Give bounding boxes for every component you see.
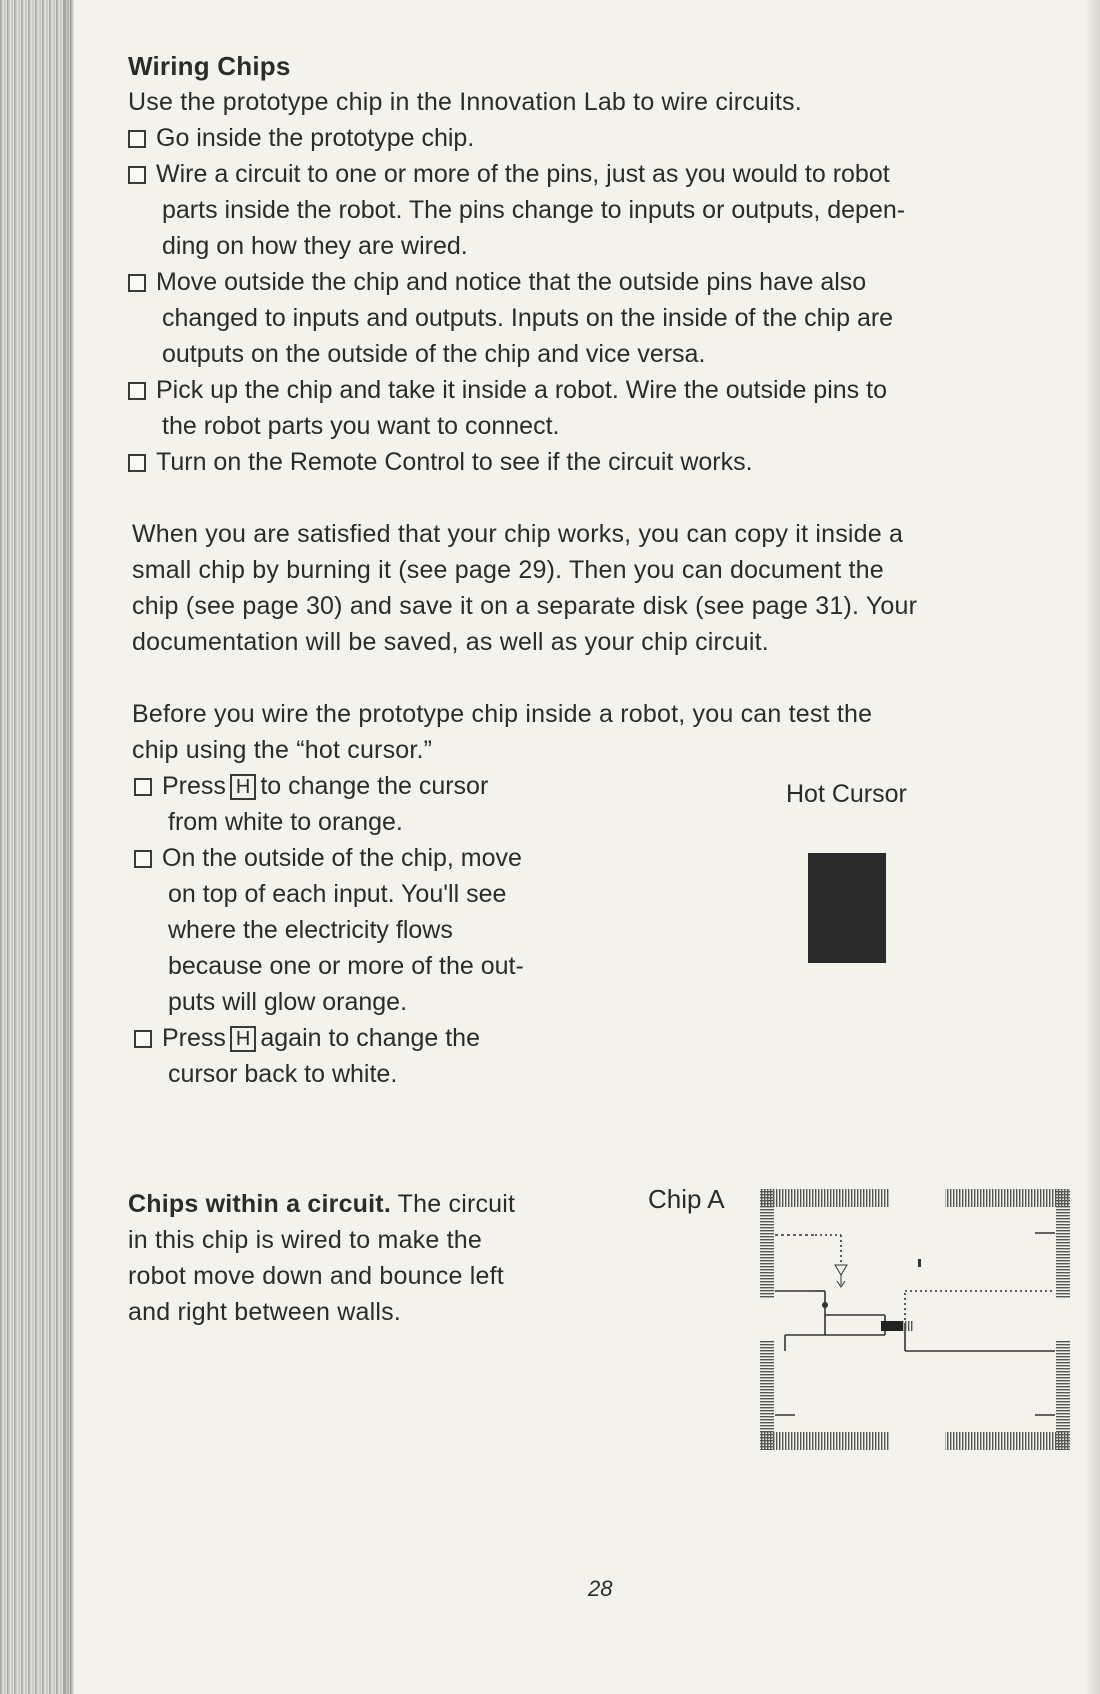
checkbox[interactable]: [134, 778, 152, 796]
step-item: Wire a circuit to one or more of the pins, just as you would to robot parts inside the robot. The pins change to inputs or outputs, depen- ding on how they are wired.: [128, 156, 905, 264]
checkbox[interactable]: [128, 454, 146, 472]
checkbox[interactable]: [134, 1030, 152, 1048]
step-item: Move outside the chip and notice that the outside pins have also changed to inputs and outputs. Inputs on the inside of the chip are outputs on the outside of the chip and vice versa.: [128, 264, 893, 372]
hot-cursor-intro: Before you wire the prototype chip inside a robot, you can test the chip using the “hot cursor.”: [132, 700, 873, 764]
checkbox[interactable]: [128, 382, 146, 400]
hot-cursor-image: [808, 853, 886, 963]
h-key: H: [230, 1026, 256, 1052]
wall-segment: [945, 1189, 1070, 1207]
step-item: On the outside of the chip, move on top of each input. You'll see where the electricity flows because one or more of the out- puts will glow orange.: [134, 840, 524, 1020]
checkbox[interactable]: [128, 166, 146, 184]
wall-segment: [760, 1189, 890, 1207]
step-item: Press H again to change the cursor back to white.: [134, 1020, 480, 1092]
arrow-icon: [835, 1265, 847, 1287]
section-intro: Use the prototype chip in the Innovation Lab to wire circuits.: [128, 88, 802, 116]
chip-a-diagram: [755, 1185, 1075, 1455]
hot-cursor-label: Hot Cursor: [786, 780, 907, 808]
book-page-edges: [0, 0, 74, 1694]
h-key: H: [230, 774, 256, 800]
page-shadow: [1084, 0, 1100, 1694]
wall-segment: [760, 1189, 774, 1299]
paragraph: When you are satisfied that your chip works, you can copy it inside a small chip by burning it (see page 29). Then you can document the chip (see page 30) and save it on a separate disk (see page 31). Your documentation will be saved, as well as your chip circuit.: [132, 520, 918, 656]
checkbox[interactable]: [134, 850, 152, 868]
step-item: Go inside the prototype chip.: [128, 120, 474, 156]
checkbox[interactable]: [128, 274, 146, 292]
chip-a-label: Chip A: [648, 1184, 725, 1214]
wall-segment: [760, 1432, 890, 1450]
connector: [903, 1321, 913, 1331]
wall-segment: [1056, 1189, 1070, 1299]
checkbox[interactable]: [128, 130, 146, 148]
page-number: 28: [588, 1576, 613, 1601]
wall-segment: [945, 1432, 1070, 1450]
lead-bold: Chips within a circuit.: [128, 1190, 391, 1218]
connector: [881, 1321, 903, 1331]
chips-circuit-text: Chips within a circuit. The circuit in this chip is wired to make the robot move down and bounce left and right between walls.: [128, 1190, 516, 1326]
step-item: Turn on the Remote Control to see if the circuit works.: [128, 444, 753, 480]
step-item: Press H to change the cursor from white to orange.: [134, 768, 488, 840]
step-item: Pick up the chip and take it inside a robot. Wire the outside pins to the robot parts you want to connect.: [128, 372, 887, 444]
section-heading: Wiring Chips: [128, 51, 291, 81]
wires: [775, 1233, 1055, 1415]
